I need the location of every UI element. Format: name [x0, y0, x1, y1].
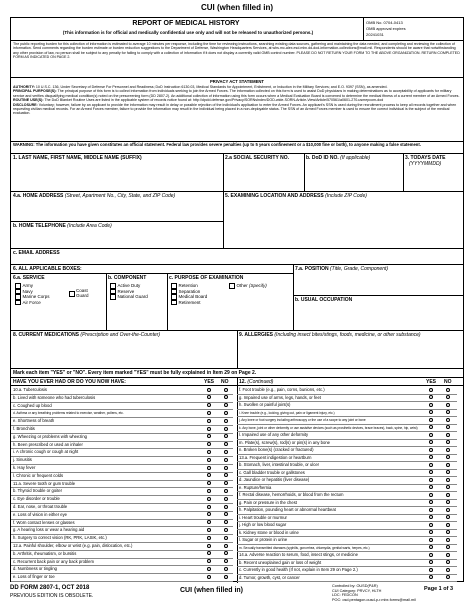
question-label: j. Any knee or foot surgery including arthroscopy or the use of a scope to any joint or bone — [239, 418, 366, 422]
yes-radio[interactable] — [429, 560, 433, 564]
question-row — [13, 511, 199, 518]
question-label: k. Kidney stone or blood in urine — [239, 529, 299, 535]
question-label: b. Stomach, liver, intestinal trouble, or ulcer — [239, 462, 320, 467]
question-row — [13, 565, 199, 572]
question-label: m. Plate(s), screw(s), rod(s) or pin(s) in any bone — [239, 439, 330, 445]
question-row — [13, 386, 199, 393]
question-label: f. Rectal disease, hemorrhoids, or blood from the rectum — [239, 492, 344, 497]
yes-radio[interactable] — [207, 403, 211, 407]
question-label: b. Lived with someone who had tuberculosis — [13, 394, 96, 400]
yes-radio[interactable] — [429, 538, 433, 542]
yes-radio[interactable] — [207, 411, 211, 415]
checkbox[interactable] — [229, 283, 235, 289]
question-label: 10.a. Tuberculosis — [13, 387, 47, 392]
field-4c-email-label: c. EMAIL ADDRESS — [13, 250, 60, 256]
no-radio[interactable] — [224, 497, 228, 501]
field-4a-address-label: 4.a. HOME ADDRESS (Street, Apartment No., City, State, and ZIP Code) — [13, 193, 176, 199]
question-row — [13, 487, 199, 494]
question-row — [13, 526, 199, 533]
yes-radio[interactable] — [207, 497, 211, 501]
question-label: j. High or low blood sugar — [239, 522, 287, 527]
yes-radio[interactable] — [429, 485, 433, 489]
question-row — [13, 464, 199, 471]
no-radio[interactable] — [224, 450, 228, 454]
yes-radio[interactable] — [429, 455, 433, 459]
no-radio[interactable] — [224, 520, 228, 524]
question-label: e. Loss of finger or toe — [13, 574, 55, 580]
page-number: Page 1 of 3 — [424, 586, 454, 592]
yes-radio[interactable] — [207, 544, 211, 548]
question-row — [13, 394, 199, 401]
left-question-heading: HAVE YOU EVER HAD OR DO YOU NOW HAVE: — [13, 379, 126, 385]
no-radio[interactable] — [446, 388, 450, 392]
question-row — [239, 574, 423, 581]
yes-radio[interactable] — [429, 515, 433, 519]
yes-radio[interactable] — [207, 473, 211, 477]
name-input[interactable] — [13, 170, 218, 188]
question-row — [239, 499, 423, 506]
yes-radio[interactable] — [429, 448, 433, 452]
field-1-name-label: 1. LAST NAME, FIRST NAME, MIDDLE NAME (SUFFIX) — [13, 155, 142, 161]
question-row — [13, 417, 199, 424]
yes-radio[interactable] — [429, 388, 433, 392]
question-label: g. Wheezing or problems with wheezing — [13, 433, 88, 439]
checkbox[interactable] — [110, 294, 116, 300]
yes-radio[interactable] — [429, 478, 433, 482]
question-label: m. Sexually transmitted diseases (syphilis, gonorrhea, chlamydia, genital warts, herpes, etc.) — [239, 545, 370, 550]
yes-radio[interactable] — [207, 419, 211, 423]
question-row — [239, 439, 423, 446]
question-label: d. Ear, nose, or throat trouble — [13, 504, 68, 509]
no-radio[interactable] — [224, 388, 228, 392]
yes-radio[interactable] — [429, 530, 433, 534]
question-row — [239, 431, 423, 438]
field-2a-ssn-label: 2.a SOCIAL SECURITY NO. — [225, 155, 289, 161]
yes-radio[interactable] — [207, 395, 211, 399]
question-row — [13, 480, 199, 487]
form-footer — [10, 584, 464, 612]
no-radio[interactable] — [446, 485, 450, 489]
purpose-list — [171, 283, 207, 305]
no-radio[interactable] — [446, 538, 450, 542]
question-label: f. Bronchitis — [13, 426, 35, 431]
omb-number: OMB No. 0704-0413 — [366, 20, 403, 25]
omb-date: 20241031 — [366, 32, 384, 37]
field-6a-service-label: 6.a. SERVICE — [13, 275, 45, 281]
purpose-other[interactable]: Other (Specify) — [229, 283, 267, 289]
no-radio[interactable] — [224, 567, 228, 571]
left-yes-header: YES — [204, 379, 215, 385]
no-radio[interactable] — [224, 403, 228, 407]
field-2b-dodid-label: b. DoD ID NO. (If applicable) — [306, 155, 371, 161]
question-label: k. Hay fever — [13, 465, 36, 470]
yes-radio[interactable] — [429, 553, 433, 557]
question-label: h. Surgery to correct vision (RK, PRK, LASIK, etc.) — [13, 535, 107, 541]
question-label: c. Currently in good health (If not, explain in Item 29 on Page 2.) — [239, 567, 358, 572]
obsolete-note: PREVIOUS EDITION IS OBSOLETE. — [10, 593, 94, 599]
no-radio[interactable] — [224, 458, 228, 462]
no-radio[interactable] — [224, 473, 228, 477]
question-label: l. Impaired use of any other deformity — [239, 432, 309, 437]
question-label: g. Pain or pressure in the chest — [239, 499, 297, 505]
no-radio[interactable] — [446, 440, 450, 444]
yes-radio[interactable] — [429, 545, 433, 549]
yes-radio[interactable] — [207, 575, 211, 579]
no-radio[interactable] — [224, 489, 228, 493]
no-radio[interactable] — [446, 508, 450, 512]
question-row — [13, 519, 199, 526]
question-label: c. Coughed up blood — [13, 402, 52, 408]
question-row — [13, 409, 199, 416]
form-title: REPORT OF MEDICAL HISTORY — [132, 20, 240, 27]
yes-radio[interactable] — [207, 434, 211, 438]
no-radio[interactable] — [446, 463, 450, 467]
yes-radio[interactable] — [207, 505, 211, 509]
question-row — [239, 386, 423, 393]
question-row — [239, 424, 423, 431]
cui-designation: Controlled by: OUSD(P&R) CUI Category: PRVCY, HLTH LDC: FEDCON POC: osd.pentagon.ousd-p-r.mbx.forms@mail.mil — [332, 584, 416, 602]
no-radio[interactable] — [224, 395, 228, 399]
question-label: l. Chronic or frequent colds — [13, 472, 64, 478]
question-label: d. Tumor, growth, cyst, or cancer — [239, 574, 300, 580]
yes-radio[interactable] — [429, 418, 433, 422]
right-question-heading: 12. (Continued) — [239, 379, 274, 385]
yes-radio[interactable] — [429, 470, 433, 474]
checkbox[interactable] — [69, 291, 75, 297]
service-list — [15, 283, 50, 305]
yes-radio[interactable] — [207, 481, 211, 485]
question-row — [239, 559, 423, 566]
question-row — [13, 534, 199, 541]
checkbox[interactable] — [15, 300, 21, 306]
question-label: f. Foot trouble (e.g., pain, corns, bunions, etc.) — [239, 387, 325, 392]
yes-radio[interactable] — [207, 528, 211, 532]
yes-radio[interactable] — [207, 520, 211, 524]
question-label: h. Been prescribed or used an inhaler — [13, 441, 83, 447]
yes-radio[interactable] — [207, 466, 211, 470]
field-6-boxes-label: 6. ALL APPLICABLE BOXES: — [13, 266, 82, 272]
field-7b-occupation-label: b. USUAL OCCUPATION — [295, 297, 353, 303]
question-label: e. Rupture/hernia — [239, 484, 272, 490]
omb-approval: OMB approval expires — [366, 26, 406, 31]
question-label: e. Loss of vision in either eye — [13, 511, 68, 517]
yes-radio[interactable] — [429, 395, 433, 399]
question-row — [13, 495, 199, 502]
question-row — [13, 402, 199, 409]
right-yes-header: YES — [426, 379, 437, 385]
yes-radio[interactable] — [207, 450, 211, 454]
field-3-date-label: 3. TODAYS DATE — [405, 155, 446, 161]
no-radio[interactable] — [446, 478, 450, 482]
question-label: n. Broken bone(s) (cracked or fractured) — [239, 447, 314, 452]
no-radio[interactable] — [446, 568, 450, 572]
no-radio[interactable] — [224, 559, 228, 563]
service-marine-corps[interactable]: Marine Corps — [15, 294, 50, 300]
question-label: 11.a. Severe tooth or gum trouble — [13, 480, 76, 486]
question-row — [239, 514, 423, 521]
question-row — [239, 566, 423, 573]
question-row — [13, 448, 199, 455]
service-coast-guard[interactable]: Coast Guard — [69, 288, 89, 298]
question-row — [239, 394, 423, 401]
service-air-force[interactable]: Air Force — [15, 300, 50, 306]
yes-radio[interactable] — [429, 425, 433, 429]
right-no-header: NO — [444, 379, 452, 385]
privacy-statement: AUTHORITY: 10 U.S.C. 136, Under Secretary of Defense For Personnel and Readiness; DoD Instruction 6130.03, Medical Standards for Appointment, Enlistment, or Induction in the Military Services; and E.O. 9397 (SSN), as amended. PRINCIPAL PURPOSE(S): The principal purpose of this form is to collect information from individuals seeking to join the Armed Forces. The information collected on this form is used to assist DoD physicians in making determinations as to acceptability of applicants for military service and verifies disqualifying medical condition(s) noted on the prescreening form (DD 2807-2). An additional collection of information using this form occurs when a Medical Evaluation Board is convened to determine the medical fitness of a current member of an Armed Forces. ROUTINE USE(S): The DoD Blanket Routine Uses are listed in the applicable system of records notice found at: http://dpcld.defense.gov/Privacy/SORNsIndex/DOD-wide-SORN-Article-View/Article/570561/a0601-270-usmepcom-dod DISCLOSURE: Voluntary; however, failure by an applicant to provide the information may result in delay or possible rejection of the individual's application to enter the Armed Forces. An applicant's SSN is used during the recruitment process to keep all records together and when requesting civilian medical records. For an Armed Forces member, failure to provide the information may result in the individual being placed in a non-deployable status. The SSN of an Armed Forces member is used to ensure the correct individual is the subject of the medical evaluation. — [13, 85, 460, 116]
question-row — [239, 491, 423, 498]
form-subtitle: (This information is for official and medically confidential use only and will not be released to unauthorized persons.) — [62, 30, 314, 35]
question-label: i. Heart trouble or murmur — [239, 514, 287, 520]
question-label: 14.a. Adverse reaction to serum, food, insect stings, or medicine — [239, 552, 358, 557]
question-label: c. Recurrent back pain or any back problem — [13, 558, 94, 564]
question-row — [239, 506, 423, 513]
component-active-duty[interactable]: Active Duty — [110, 283, 148, 289]
question-row — [239, 521, 423, 528]
no-radio[interactable] — [446, 410, 450, 414]
no-radio[interactable] — [224, 536, 228, 540]
privacy-heading: PRIVACY ACT STATEMENT — [210, 79, 264, 84]
no-radio[interactable] — [224, 575, 228, 579]
no-radio[interactable] — [446, 425, 450, 429]
question-row — [13, 542, 199, 549]
component-reserve[interactable]: Reserve — [110, 289, 148, 295]
yes-radio[interactable] — [429, 493, 433, 497]
no-radio[interactable] — [446, 515, 450, 519]
yes-radio[interactable] — [429, 575, 433, 579]
yes-radio[interactable] — [207, 512, 211, 516]
left-no-header: NO — [221, 379, 229, 385]
no-radio[interactable] — [224, 411, 228, 415]
no-radio[interactable] — [446, 500, 450, 504]
no-radio[interactable] — [446, 395, 450, 399]
yes-radio[interactable] — [207, 388, 211, 392]
yes-radio[interactable] — [429, 403, 433, 407]
no-radio[interactable] — [224, 505, 228, 509]
yes-radio[interactable] — [207, 567, 211, 571]
no-radio[interactable] — [446, 433, 450, 437]
no-radio[interactable] — [224, 528, 228, 532]
form-number: DD FORM 2807-1, OCT 2018 — [10, 585, 90, 591]
field-3-date-format: (YYYYMMDD) — [409, 161, 442, 167]
question-label: f. Worn contact lenses or glasses — [13, 519, 75, 525]
question-label: i. A chronic cough or cough at night — [13, 449, 79, 455]
no-radio[interactable] — [224, 466, 228, 470]
no-radio[interactable] — [224, 419, 228, 423]
checkbox[interactable] — [171, 300, 177, 306]
yes-radio[interactable] — [207, 427, 211, 431]
warning-statement: WARNING: The information you have given constitutes an official statement. Federal law provides severe penalties (up to 5 years confinement or a $10,000 fine or both), to anyone making a false statement. — [13, 142, 421, 147]
mark-each-instruction: Mark each item "YES" or "NO". Every item marked "YES" must be fully explained in Item 29 on Page 2. — [13, 370, 257, 376]
question-label: b. Arthritis, rheumatism, or bursitis — [13, 550, 77, 556]
no-radio[interactable] — [224, 434, 228, 438]
yes-radio[interactable] — [207, 489, 211, 493]
field-4b-telephone-label: b. HOME TELEPHONE (Include Area Code) — [13, 223, 112, 229]
question-row — [239, 461, 423, 468]
no-radio[interactable] — [446, 403, 450, 407]
question-row — [13, 433, 199, 440]
yes-radio[interactable] — [207, 442, 211, 446]
question-label: j. Sinusitis — [13, 457, 32, 463]
question-label: k. Any bone, joint or other deformity or use assistive devices (such as prosthetic devices, brace braces), back, spine, hip, wrist) — [239, 425, 418, 430]
no-radio[interactable] — [446, 530, 450, 534]
question-label: c. Eye disorder or trouble — [13, 496, 60, 502]
purpose-medical-board[interactable]: Medical Board — [171, 294, 207, 300]
no-radio[interactable] — [446, 418, 450, 422]
question-label: g. A hearing loss or wear a hearing aid — [13, 527, 85, 533]
no-radio[interactable] — [224, 442, 228, 446]
question-row — [239, 416, 423, 423]
field-6c-purpose-label: c. PURPOSE OF EXAMINATION — [169, 275, 244, 281]
question-row — [239, 551, 423, 558]
yes-radio[interactable] — [429, 568, 433, 572]
form-frame — [10, 17, 464, 582]
question-label: b. Recent unexplained gain or loss of weight — [239, 559, 322, 565]
no-radio[interactable] — [224, 551, 228, 555]
cui-banner-top: CUI (when filled in) — [201, 3, 273, 12]
service-army[interactable]: Army — [15, 283, 50, 289]
question-row — [13, 425, 199, 432]
question-label: g. Impaired use of arms, legs, hands, or feet — [239, 394, 321, 400]
question-row — [239, 446, 423, 453]
question-row — [13, 472, 199, 479]
question-label: 12.a. Painful shoulder, elbow or wrist (e.g. pain, dislocation, etc.) — [13, 543, 133, 548]
purpose-retirement[interactable]: Retirement — [171, 300, 207, 306]
yes-radio[interactable] — [207, 536, 211, 540]
no-radio[interactable] — [224, 512, 228, 516]
question-label: c. Gall bladder trouble or gallstones — [239, 469, 305, 475]
question-row — [13, 503, 199, 510]
question-row — [239, 454, 423, 461]
question-row — [239, 469, 423, 476]
yes-radio[interactable] — [429, 440, 433, 444]
field-5-exam-location-label: 5. EXAMINING LOCATION AND ADDRESS (Include ZIP Code) — [225, 193, 367, 199]
question-label: d. Numbness or tingling — [13, 566, 57, 572]
yes-radio[interactable] — [429, 463, 433, 467]
yes-radio[interactable] — [429, 523, 433, 527]
component-list — [110, 283, 148, 300]
question-label: d. Jaundice or hepatitis (liver disease) — [239, 477, 310, 482]
no-radio[interactable] — [446, 470, 450, 474]
no-radio[interactable] — [224, 481, 228, 485]
component-national-guard[interactable]: National Guard — [110, 294, 148, 300]
no-radio[interactable] — [224, 544, 228, 548]
yes-radio[interactable] — [429, 508, 433, 512]
question-label: e. Shortness of breath — [13, 418, 55, 424]
question-label: h. Swollen or painful joint(s) — [239, 402, 291, 407]
no-radio[interactable] — [446, 523, 450, 527]
yes-radio[interactable] — [207, 458, 211, 462]
field-6b-component-label: b. COMPONENT — [108, 275, 147, 281]
no-radio[interactable] — [446, 575, 450, 579]
yes-radio[interactable] — [429, 410, 433, 414]
service-navy[interactable]: Navy — [15, 289, 50, 295]
no-radio[interactable] — [446, 493, 450, 497]
question-label: 13.a. Frequent indigestion or heartburn — [239, 454, 312, 460]
question-row — [13, 558, 199, 565]
yes-radio[interactable] — [207, 559, 211, 563]
field-8-medications-label: 8. CURRENT MEDICATIONS (Prescription and Over-the-Counter) — [13, 332, 161, 338]
question-row — [13, 441, 199, 448]
question-row — [239, 476, 423, 483]
purpose-separation[interactable]: Separation — [171, 289, 207, 295]
question-row — [13, 573, 199, 580]
question-label: b. Thyroid trouble or goiter — [13, 488, 63, 494]
yes-radio[interactable] — [207, 551, 211, 555]
question-label: d. Asthma or any breathing problems related to exercise, weather, pollens, etc. — [13, 411, 124, 416]
question-row — [239, 484, 423, 491]
yes-radio[interactable] — [429, 500, 433, 504]
question-label: l. Sugar or protein in urine — [239, 537, 288, 542]
no-radio[interactable] — [446, 545, 450, 549]
field-7a-position-label: 7.a. POSITION (Title, Grade, Component) — [295, 266, 389, 272]
yes-radio[interactable] — [429, 433, 433, 437]
question-row — [239, 536, 423, 543]
question-row — [239, 544, 423, 551]
question-label: i. Knee trouble (e.g., locking, giving out, pain or ligament injury, etc.) — [239, 410, 335, 415]
no-radio[interactable] — [446, 560, 450, 564]
question-label: h. Palpitation, pounding heart or abnormal heartbeat — [239, 507, 336, 512]
burden-statement: The public reporting burden for this collection of information is estimated to average 10 minutes per response, including the time for reviewing instructions, searching existing data sources, gathering and maintaining the data needed, and completing and reviewing the collection of information. Send comments regarding the burden estimate or burden reduction suggestions to the Department of Defense, Washington Headquarters Services, at whs.mc-alex.esd.mbx.dd-dod-information-collections@mail.mil. Respondents should be aware that notwithstanding any other provision of law, no person shall be subject to any penalty for failing to comply with a collection of information if it does not display a currently valid OMB control number. PLEASE DO NOT RETURN YOUR FORM TO THE ABOVE ORGANIZATION. RETURN COMPLETED FORM AS INDICATED ON PAGE 2. — [13, 42, 460, 60]
no-radio[interactable] — [224, 427, 228, 431]
no-radio[interactable] — [446, 455, 450, 459]
no-radio[interactable] — [446, 448, 450, 452]
field-9-allergies-label: 9. ALLERGIES (Including insect bites/stings, foods, medicine, or other substance) — [239, 332, 421, 338]
question-row — [239, 409, 423, 416]
question-row — [239, 401, 423, 408]
question-row — [13, 550, 199, 557]
no-radio[interactable] — [446, 553, 450, 557]
purpose-retention[interactable]: Retention — [171, 283, 207, 289]
question-row — [239, 529, 423, 536]
cui-banner-bottom: CUI (when filled in) — [180, 587, 243, 594]
question-row — [13, 456, 199, 463]
